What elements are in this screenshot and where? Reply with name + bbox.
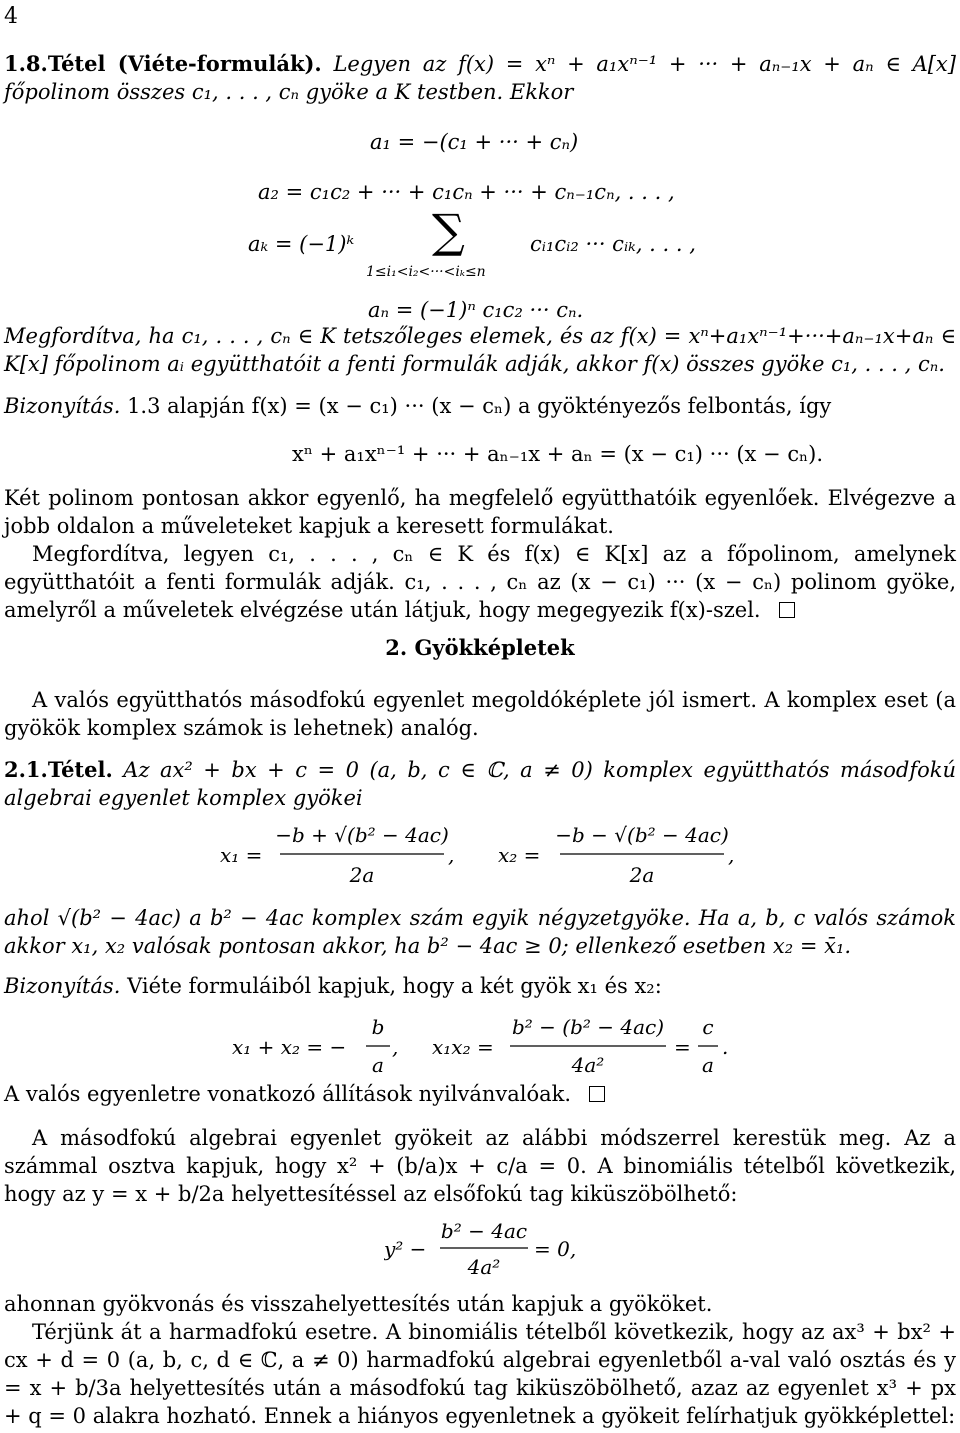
theorem-2-1-label: 2.1.Tétel. <box>4 757 113 782</box>
x2-denominator: 2a <box>629 863 655 887</box>
viete-sum-product <box>232 1010 732 1080</box>
proof-1-paragraph-1: Két polinom pontosan akkor egyenlő, ha megfelelő együtthatóik egyenlőek. Elvégezve a jobb oldalon a műveleteket kapjuk a keresett formulákat. <box>4 486 956 538</box>
quadratic-method-paragraph: A másodfokú algebrai egyenlet gyökeit az alábbi módszerrel kerestük meg. Az a számmal osztva kapjuk, hogy x² + (b/a)x + c/a = 0. A binomiális tételből következik, hogy az y = x + b/2a helyettesítéssel az elsőfokú tag kiküszöbölhető: <box>4 1126 956 1206</box>
sum-numerator: b <box>371 1015 385 1039</box>
product-end: . <box>722 1035 729 1059</box>
proof-1-text: 1.3 alapján f(x) = (x − c₁) ··· (x − cₙ) a gyöktényezős felbontás, így <box>127 394 832 418</box>
x1-denominator: 2a <box>349 863 375 887</box>
x2-end: , <box>728 843 735 867</box>
viete-sum-index: 1≤i₁<i₂<···<iₖ≤n <box>366 264 486 280</box>
x1-lhs: x₁ = <box>220 843 263 867</box>
viete-eq-a2: a₂ = c₁c₂ + ··· + c₁cₙ + ··· + cₙ₋₁cₙ, . . . , <box>258 180 675 204</box>
proof-1-paragraph-2-text: Megfordítva, legyen c₁, . . . , cₙ ∈ K és f(x) ∈ K[x] az a főpolinom, amelynek együtthatóit a fenti formulák adják. c₁, . . . , cₙ az (x − c₁) ··· (x − cₙ) polinom gyöke, amelyről a műveletek elvégzése után látjuk, hogy megegyezik f(x)-szel. <box>4 542 956 622</box>
theorem-1-8 <box>4 50 956 106</box>
proof-2-closing-text: A valós egyenletre vonatkozó állítások nyilvánvalóak. <box>4 1082 572 1106</box>
theorem-2-1-text: Az ax² + bx + c = 0 (a, b, c ∈ ℂ, a ≠ 0) komplex együtthatós másodfokú algebrai egyenlet komplex gyökei <box>4 758 956 810</box>
product-lhs: x₁x₂ = <box>432 1035 494 1059</box>
reduced-eq-numerator: b² − 4ac <box>440 1219 528 1243</box>
theorem-2-1-where: ahol √(b² − 4ac) a b² − 4ac komplex szám egyik négyzetgyöke. Ha a, b, c valós számok akkor x₁, x₂ valósak pontosan akkor, ha b² − 4ac ≥ 0; ellenkező esetben x₂ = x̄₁. <box>4 906 956 958</box>
sum-end: , <box>392 1035 399 1059</box>
proof-2-text: Viéte formuláiból kapjuk, hogy a két gyök x₁ és x₂: <box>127 974 662 998</box>
theorem-1-8-text: Legyen az f(x) = xⁿ + a₁xⁿ⁻¹ + ··· + aₙ₋₁x + aₙ ∈ A[x] főpolinom összes c₁, . . . , cₙ gyöke a K testben. Ekkor <box>4 52 956 104</box>
reduced-eq-lhs: y² − <box>384 1237 427 1261</box>
cubic-paragraph: Térjünk át a harmadfokú esetre. A binomiális tételből következik, hogy az ax³ + bx² + cx + d = 0 (a, b, c, d ∈ ℂ, a ≠ 0) harmadfokú algebrai egyenletből a-val való osztás és y = x + b/3a helyettesítés után a másodfokú tag kiküszöbölhető, azaz az egyenlet x³ + px + q = 0 alakra hozható. Ennek a hiányos egyenletnek a gyökeit felírhatjuk gyökképlettel: <box>4 1320 956 1428</box>
section-intro: A valós együtthatós másodfokú egyenlet megoldóképlete jól ismert. A komplex eset (a gyökök komplex számok is lehetnek) analóg. <box>4 688 956 740</box>
theorem-2-1 <box>4 756 956 812</box>
proof-2-label: Bizonyítás. <box>4 974 121 998</box>
reduced-eq-denominator: 4a² <box>467 1255 501 1279</box>
sum-lhs: x₁ + x₂ = − <box>232 1035 347 1059</box>
qed-square-icon <box>779 602 795 618</box>
sum-sign: ∑ <box>432 204 465 258</box>
page-number: 4 <box>4 4 18 29</box>
x2-numerator: −b − √(b² − 4ac) <box>555 823 729 847</box>
product-equals: = <box>674 1035 691 1059</box>
product-denominator: 4a² <box>571 1053 605 1077</box>
sum-denominator: a <box>372 1053 384 1077</box>
reduced-quadratic-equation <box>384 1216 614 1282</box>
converse-statement: Megfordítva, ha c₁, . . . , cₙ ∈ K tetszőleges elemek, és az f(x) = xⁿ+a₁xⁿ⁻¹+···+aₙ₋₁x+aₙ ∈ K[x] főpolinom aᵢ együtthatóit a fenti formulák adják, akkor f(x) összes gyöke c₁, . . . , cₙ. <box>4 324 956 376</box>
product-numerator: b² − (b² − 4ac) <box>511 1015 665 1039</box>
factorization-equation: xⁿ + a₁xⁿ⁻¹ + ··· + aₙ₋₁x + aₙ = (x − c₁) ··· (x − cₙ). <box>292 442 824 466</box>
quadratic-formula <box>220 818 760 892</box>
proof-1-label: Bizonyítás. <box>4 394 121 418</box>
qed-square-icon-2 <box>589 1086 605 1102</box>
viete-eq-ak-left: aₖ = (−1)ᵏ <box>248 232 355 256</box>
proof-1-intro <box>4 392 956 420</box>
x2-lhs: x₂ = <box>498 843 541 867</box>
viete-eq-ak-right: cᵢ₁cᵢ₂ ··· cᵢₖ, . . . , <box>530 232 696 256</box>
proof-2-intro <box>4 972 956 1000</box>
roots-sentence: ahonnan gyökvonás és visszahelyettesítés után kapjuk a gyököket. <box>4 1292 713 1316</box>
x1-separator: , <box>448 843 455 867</box>
section-title: 2. Gyökképletek <box>385 635 575 660</box>
x1-numerator: −b + √(b² − 4ac) <box>275 823 449 847</box>
viete-eq-an: aₙ = (−1)ⁿ c₁c₂ ··· cₙ. <box>368 298 584 322</box>
proof-2-closing <box>4 1080 956 1108</box>
viete-eq-a1: a₁ = −(c₁ + ··· + cₙ) <box>370 130 579 154</box>
product-denominator-2: a <box>702 1053 714 1077</box>
reduced-eq-rhs: = 0, <box>534 1237 577 1261</box>
product-numerator-2: c <box>702 1015 714 1039</box>
proof-1-paragraph-2 <box>4 540 956 624</box>
theorem-1-8-label: 1.8.Tétel (Viéte-formulák). <box>4 51 322 76</box>
